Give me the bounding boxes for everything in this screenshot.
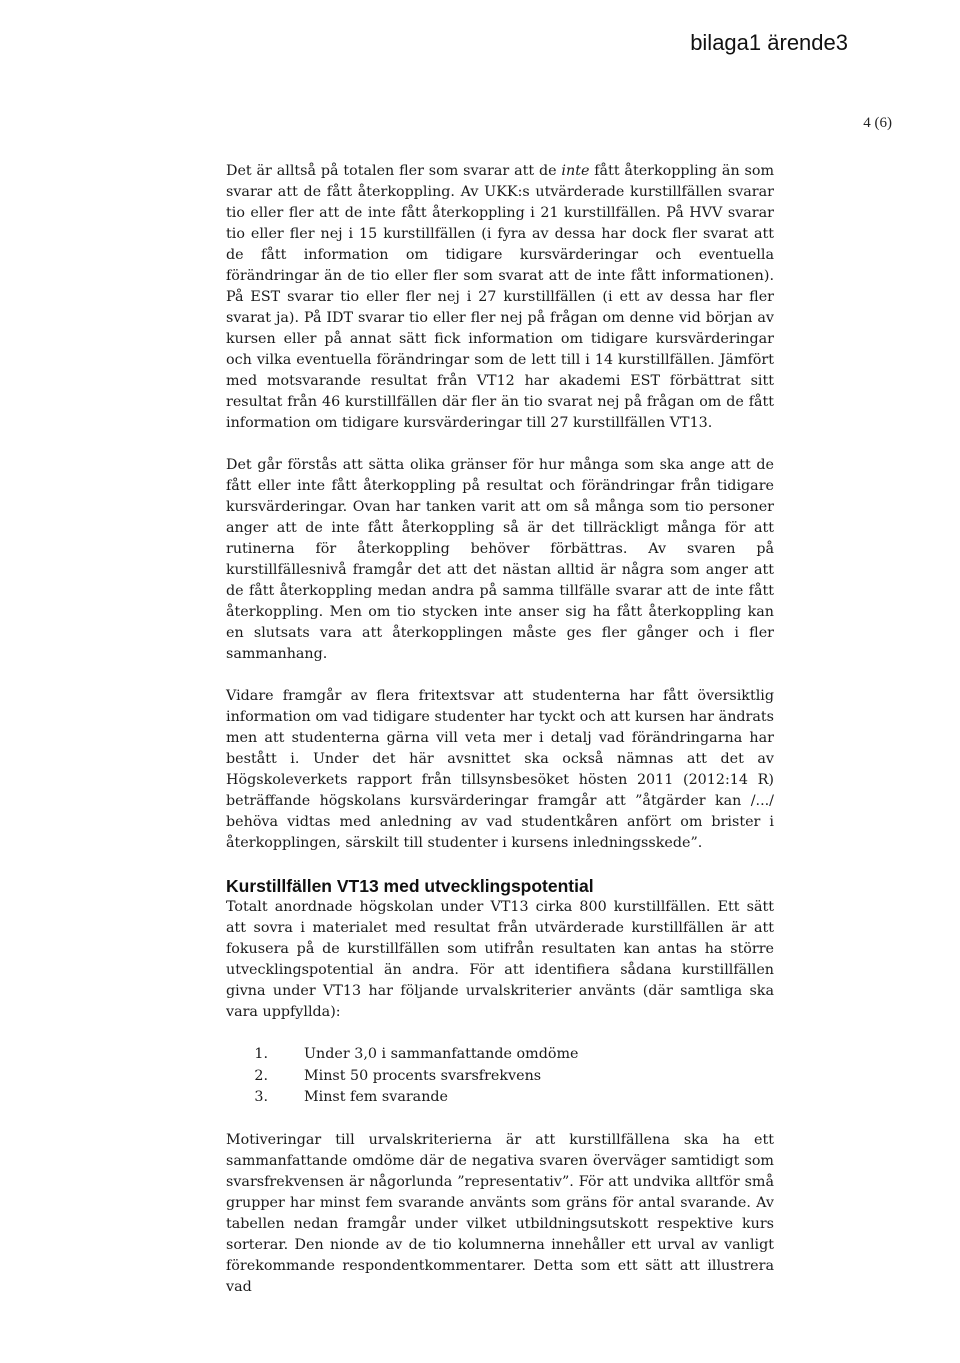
paragraph-thresholds: Det går förstås att sätta olika gränser för hur många som ska ange att de fått eller inte fått återkoppling på resultat och förändringar från tidigare kursvärderingar. Ovan har tanken varit att om så många som tio personer anger att de inte fått återkoppling så är det tillräckligt många för att rutinerna för återkoppling behöver förbättras. Av svaren på kurstillfällesnivå framgår det att det nästan alltid är några som anger att de fått återkoppling medan andra på samma tillfälle svarar att de inte fått återkoppling. Men om tio stycken inte anser sig ha fått återkoppling kan en slutsats vara att återkopplingen måste ges fler gånger och i fler sammanhang. (226, 457, 774, 662)
list-number: 1. (254, 1046, 268, 1062)
paragraph-text: fått återkoppling än som svarar att de fått återkoppling. Av UKK:s utvärderade kurstillfällen svarar tio eller fler att de inte fått återkoppling i 21 kurstillfällen. På HVV svarar tio eller fler nej i 15 kurstillfällen (i fyra av dessa har dock fler svarat att de fått information om tidigare kursvärderingar och eventuella förändringar än de tio eller fler som svarat att de inte fått informationen). På EST svarar tio eller fler nej i 27 kurstillfällen (i ett av dessa har fler svarat ja). På IDT svarar tio eller fler nej på frågan om denne vid början av kursen eller på annat sätt fick information om tidigare kursvärderingar och vilka eventuella förändringar som de lett till i 14 kurstillfällen. Jämfört med motsvarande resultat från VT12 har akademi EST förbättrat sitt resultat från 46 kurstillfällen där fler än tio svarat nej på frågan om de fått information om tidigare kursvärderingar till 27 kurstillfällen VT13. (226, 163, 774, 431)
paragraph-feedback-totals (226, 161, 774, 434)
document-header-title: bilaga1 ärende3 (690, 30, 848, 55)
list-item (226, 1066, 774, 1088)
page-number: 4 (6) (863, 115, 892, 131)
list-text: Minst 50 procents svarsfrekvens (304, 1067, 542, 1084)
list-item (226, 1044, 774, 1066)
emphasis-text: inte (561, 163, 590, 179)
section-intro: Totalt anordnade högskolan under VT13 cirka 800 kurstillfällen. Ett sätt att sovra i materialet med resultat från utvärderade kurstillfällen är att fokusera på de kurstillfällen som utifrån resultaten kan antas ha större utvecklingspotential än andra. För att identifiera sådana kurstillfällen givna under VT13 har följande urvalskriterier använts (där samtliga ska vara uppfyllda): (226, 899, 774, 1020)
list-item (226, 1087, 774, 1109)
list-text: Under 3,0 i sammanfattande omdöme (304, 1046, 579, 1062)
paragraph-free-text: Vidare framgår av flera fritextsvar att studenterna har fått översiktlig information om vad tidigare studenter har tyckt och att kursen har ändrats men att studenterna gärna vill veta mer i detalj vad förändringarna har bestått i. Under det här avsnittet ska också nämnas att det av Högskoleverkets rapport från tillsynsbesöket hösten 2011 (2012:14 R) beträffande högskolans kursvärderingar framgår att ”åtgärder kan /.../ behöva vidtas med anledning av vad studentkåren anfört om brister i återkopplingen, särskilt till studenter i kursens inledningsskede”. (226, 688, 774, 851)
criteria-list (226, 1044, 774, 1109)
document-body (226, 161, 774, 1319)
section-heading: Kurstillfällen VT13 med utvecklingspotential (226, 876, 594, 896)
section-outro: Motiveringar till urvalskriterierna är att kurstillfällena ska ha ett sammanfattande omdöme där de negativa svaren överväger samtidigt som svarsfrekvensen är någorlunda ”representativ”. För att undvika alltför små grupper har minst fem svarande använts som gräns för antal svarande. Av tabellen nedan framgår under vilket utbildningsutskott respektive kurs sorterar. Den nionde av de tio kolumnerna innehåller ett urval av vanligt förekommande respondentkommentarer. Detta som ett sätt att illustrera vad (226, 1131, 774, 1295)
list-text: Minst fem svarande (304, 1089, 449, 1105)
list-number: 2. (254, 1067, 268, 1084)
paragraph-text: Det är alltså på totalen fler som svarar att de (226, 163, 562, 179)
list-number: 3. (254, 1089, 268, 1105)
